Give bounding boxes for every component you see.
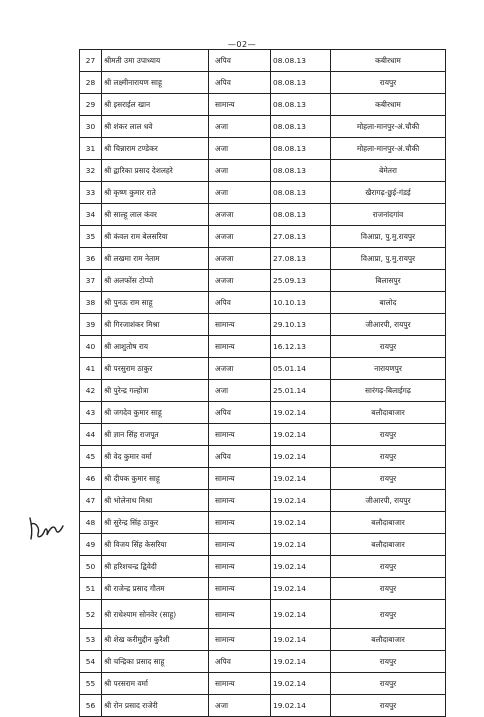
category-cell: अजा <box>209 695 271 717</box>
serial-number-cell: 42 <box>80 380 102 402</box>
category-cell: सामान्य <box>209 94 271 116</box>
officer-name-cell: श्री परसराम वर्मा <box>102 673 209 695</box>
serial-number-cell: 32 <box>80 160 102 182</box>
posting-place-cell: रायपुर <box>331 695 446 717</box>
category-cell: सामान्य <box>209 556 271 578</box>
posting-place-cell: बालोद <box>331 292 446 314</box>
posting-place-cell: सारंगढ़-बिलाईगढ़ <box>331 380 446 402</box>
serial-number-cell: 48 <box>80 512 102 534</box>
category-cell: सामान्य <box>209 512 271 534</box>
table-row <box>80 292 446 314</box>
table-row <box>80 204 446 226</box>
table-row <box>80 695 446 717</box>
serial-number-cell: 30 <box>80 116 102 138</box>
table-row <box>80 336 446 358</box>
category-cell: सामान्य <box>209 424 271 446</box>
date-cell: 19.02.14 <box>271 629 331 651</box>
category-cell: अजजा <box>209 270 271 292</box>
category-cell: सामान्य <box>209 534 271 556</box>
officer-name-cell: श्री लक्ष्मीनारायण साहू <box>102 72 209 94</box>
serial-number-cell: 47 <box>80 490 102 512</box>
posting-place-cell: राजनांदगांव <box>331 204 446 226</box>
officer-name-cell: श्री गिरजाशंकर मिश्रा <box>102 314 209 336</box>
posting-place-cell: रायपुर <box>331 446 446 468</box>
serial-number-cell: 28 <box>80 72 102 94</box>
serial-number-cell: 41 <box>80 358 102 380</box>
serial-number-cell: 38 <box>80 292 102 314</box>
date-cell: 19.02.14 <box>271 651 331 673</box>
category-cell: अजजा <box>209 226 271 248</box>
officer-name-cell: श्री परसुराम ठाकुर <box>102 358 209 380</box>
posting-place-cell: मोहला-मानपुर-अं.चौकी <box>331 116 446 138</box>
serial-number-cell: 43 <box>80 402 102 424</box>
serial-number-cell: 27 <box>80 50 102 72</box>
serial-number-cell: 33 <box>80 182 102 204</box>
table-row <box>80 534 446 556</box>
posting-place-cell: विआप्रा, पु.मु.रायपुर <box>331 248 446 270</box>
date-cell: 19.02.14 <box>271 490 331 512</box>
category-cell: अजजा <box>209 248 271 270</box>
category-cell: अजजा <box>209 204 271 226</box>
table-row <box>80 314 446 336</box>
table-row <box>80 629 446 651</box>
table-row <box>80 490 446 512</box>
category-cell: सामान्य <box>209 578 271 600</box>
officer-name-cell: श्री शंकर लाल धवे <box>102 116 209 138</box>
officer-name-cell: श्री आशुतोष राय <box>102 336 209 358</box>
table-row <box>80 380 446 402</box>
category-cell: सामान्य <box>209 673 271 695</box>
serial-number-cell: 44 <box>80 424 102 446</box>
officer-table-body <box>80 50 446 717</box>
date-cell: 19.02.14 <box>271 578 331 600</box>
category-cell: सामान्य <box>209 490 271 512</box>
serial-number-cell: 31 <box>80 138 102 160</box>
posting-place-cell: बलौदाबाजार <box>331 629 446 651</box>
category-cell: अपिव <box>209 292 271 314</box>
category-cell: अपिव <box>209 446 271 468</box>
table-row <box>80 226 446 248</box>
table-row <box>80 402 446 424</box>
category-cell: अजा <box>209 138 271 160</box>
posting-place-cell: रायपुर <box>331 468 446 490</box>
category-cell: सामान्य <box>209 314 271 336</box>
officer-name-cell: श्री हरिशचन्द्र द्विवेदी <box>102 556 209 578</box>
category-cell: अजा <box>209 380 271 402</box>
posting-place-cell: कबीरधाम <box>331 94 446 116</box>
posting-place-cell: बिलासपुर <box>331 270 446 292</box>
date-cell: 19.02.14 <box>271 673 331 695</box>
serial-number-cell: 37 <box>80 270 102 292</box>
date-cell: 08.08.13 <box>271 204 331 226</box>
category-cell: सामान्य <box>209 629 271 651</box>
serial-number-cell: 54 <box>80 651 102 673</box>
officer-name-cell: श्री चन्द्रिका प्रसाद साहू <box>102 651 209 673</box>
posting-place-cell: बलौदाबाजार <box>331 534 446 556</box>
date-cell: 19.02.14 <box>271 512 331 534</box>
serial-number-cell: 55 <box>80 673 102 695</box>
officer-name-cell: श्री पुनऊ राम साहू <box>102 292 209 314</box>
table-row <box>80 50 446 72</box>
serial-number-cell: 39 <box>80 314 102 336</box>
date-cell: 05.01.14 <box>271 358 331 380</box>
date-cell: 08.08.13 <box>271 116 331 138</box>
date-cell: 08.08.13 <box>271 160 331 182</box>
date-cell: 08.08.13 <box>271 50 331 72</box>
table-row <box>80 578 446 600</box>
posting-place-cell: रायपुर <box>331 424 446 446</box>
posting-place-cell: रायपुर <box>331 651 446 673</box>
table-row <box>80 446 446 468</box>
officer-name-cell: श्री कृष्ण कुमार राते <box>102 182 209 204</box>
posting-place-cell: रायपुर <box>331 600 446 629</box>
posting-place-cell: बेमेतरा <box>331 160 446 182</box>
table-row <box>80 270 446 292</box>
officer-name-cell: श्री साल्हू लाल कंवर <box>102 204 209 226</box>
date-cell: 25.01.14 <box>271 380 331 402</box>
officer-name-cell: श्री वेद कुमार वर्मा <box>102 446 209 468</box>
serial-number-cell: 36 <box>80 248 102 270</box>
handwritten-initials <box>26 508 66 542</box>
table-row <box>80 94 446 116</box>
table-row <box>80 138 446 160</box>
serial-number-cell: 45 <box>80 446 102 468</box>
officer-name-cell: श्री ज्ञान सिंह राजपूत <box>102 424 209 446</box>
officer-name-cell: श्री अलफोंस टोप्पो <box>102 270 209 292</box>
category-cell: अपिव <box>209 402 271 424</box>
date-cell: 25.09.13 <box>271 270 331 292</box>
officer-name-cell: श्रीमती उमा उपाध्याय <box>102 50 209 72</box>
category-cell: अजजा <box>209 358 271 380</box>
date-cell: 19.02.14 <box>271 600 331 629</box>
serial-number-cell: 29 <box>80 94 102 116</box>
table-row <box>80 556 446 578</box>
category-cell: अपिव <box>209 50 271 72</box>
officer-name-cell: श्री कंवल राम बेलसरिया <box>102 226 209 248</box>
posting-place-cell: रायपुर <box>331 336 446 358</box>
date-cell: 19.02.14 <box>271 695 331 717</box>
serial-number-cell: 46 <box>80 468 102 490</box>
officer-name-cell: श्री जगदेव कुमार साहू <box>102 402 209 424</box>
officer-name-cell: श्री भोलेनाथ मिश्रा <box>102 490 209 512</box>
officer-name-cell: श्री शेख करीमुद्दीन कुरैशी <box>102 629 209 651</box>
table-row <box>80 512 446 534</box>
table-row <box>80 182 446 204</box>
table-row <box>80 248 446 270</box>
officer-name-cell: श्री द्वारिका प्रसाद देशलहरे <box>102 160 209 182</box>
posting-place-cell: रायपुर <box>331 72 446 94</box>
serial-number-cell: 53 <box>80 629 102 651</box>
posting-place-cell: नारायणपुर <box>331 358 446 380</box>
serial-number-cell: 49 <box>80 534 102 556</box>
table-row <box>80 600 446 629</box>
posting-place-cell: जीआरपी, रायपुर <box>331 314 446 336</box>
officer-name-cell: श्री रोन प्रसाद राजेरी <box>102 695 209 717</box>
posting-place-cell: बलौदाबाजार <box>331 402 446 424</box>
date-cell: 16.12.13 <box>271 336 331 358</box>
officer-name-cell: श्री चिन्नाराम टण्डेकर <box>102 138 209 160</box>
officer-table <box>79 49 446 717</box>
posting-place-cell: रायपुर <box>331 556 446 578</box>
officer-name-cell: श्री सुरेन्द्र सिंह ठाकुर <box>102 512 209 534</box>
serial-number-cell: 51 <box>80 578 102 600</box>
date-cell: 19.02.14 <box>271 402 331 424</box>
posting-place-cell: खैरागढ़-छुई-गंडई <box>331 182 446 204</box>
date-cell: 19.02.14 <box>271 556 331 578</box>
table-row <box>80 358 446 380</box>
serial-number-cell: 34 <box>80 204 102 226</box>
date-cell: 08.08.13 <box>271 94 331 116</box>
posting-place-cell: कबीरधाम <box>331 50 446 72</box>
table-row <box>80 424 446 446</box>
category-cell: सामान्य <box>209 336 271 358</box>
posting-place-cell: रायपुर <box>331 578 446 600</box>
posting-place-cell: जीआरपी, रायपुर <box>331 490 446 512</box>
serial-number-cell: 56 <box>80 695 102 717</box>
posting-place-cell: मोहला-मानपुर-अं.चौकी <box>331 138 446 160</box>
category-cell: अजा <box>209 182 271 204</box>
category-cell: सामान्य <box>209 468 271 490</box>
posting-place-cell: रायपुर <box>331 673 446 695</box>
table-row <box>80 116 446 138</box>
officer-name-cell: श्री इसराईल खान <box>102 94 209 116</box>
date-cell: 27.08.13 <box>271 226 331 248</box>
posting-place-cell: बलौदाबाजार <box>331 512 446 534</box>
officer-name-cell: श्री राधेश्याम सोनवेर (साहू) <box>102 600 209 629</box>
serial-number-cell: 52 <box>80 600 102 629</box>
table-row <box>80 673 446 695</box>
page-number: —02— <box>227 40 257 49</box>
date-cell: 19.02.14 <box>271 446 331 468</box>
table-row <box>80 468 446 490</box>
serial-number-cell: 35 <box>80 226 102 248</box>
category-cell: सामान्य <box>209 600 271 629</box>
category-cell: अपिव <box>209 651 271 673</box>
date-cell: 08.08.13 <box>271 138 331 160</box>
table-row <box>80 160 446 182</box>
date-cell: 08.08.13 <box>271 182 331 204</box>
date-cell: 19.02.14 <box>271 424 331 446</box>
date-cell: 19.02.14 <box>271 468 331 490</box>
category-cell: अजा <box>209 160 271 182</box>
officer-name-cell: श्री राजेन्द्र प्रसाद गौतम <box>102 578 209 600</box>
officer-name-cell: श्री दीपक कुमार साहू <box>102 468 209 490</box>
serial-number-cell: 40 <box>80 336 102 358</box>
posting-place-cell: विआप्रा, पु.मु.रायपुर <box>331 226 446 248</box>
table-row <box>80 72 446 94</box>
officer-name-cell: श्री विजय सिंह केसरिया <box>102 534 209 556</box>
serial-number-cell: 50 <box>80 556 102 578</box>
category-cell: अपिव <box>209 72 271 94</box>
officer-name-cell: श्री पुरेन्द्र गल्होत्रा <box>102 380 209 402</box>
date-cell: 29.10.13 <box>271 314 331 336</box>
date-cell: 27.08.13 <box>271 248 331 270</box>
date-cell: 19.02.14 <box>271 534 331 556</box>
date-cell: 08.08.13 <box>271 72 331 94</box>
category-cell: अजा <box>209 116 271 138</box>
officer-name-cell: श्री लखमा राम नेताम <box>102 248 209 270</box>
date-cell: 10.10.13 <box>271 292 331 314</box>
table-row <box>80 651 446 673</box>
